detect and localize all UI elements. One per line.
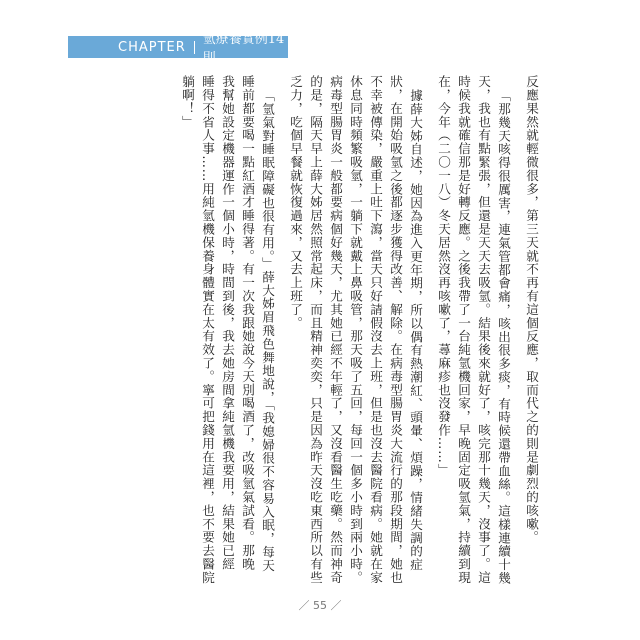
text-column: 在，今年（二〇一八）冬天居然沒再咳嗽了，蕁麻疹也沒發作……」 [436, 75, 451, 477]
chapter-label: CHAPTER [118, 39, 186, 55]
text-column: 「氫氣對睡眠障礙也很有用。」薛大姊眉飛色舞地說，「我媳婦很不容易入眠，每天 [260, 89, 275, 573]
text-column: 乏力，吃個早餐就恢復過來，又去上班了。 [288, 75, 303, 330]
text-column: 病毒型腸胃炎一般都要病個好幾天，尤其她已經不年輕了，又沒看醫生吃藥。然而神奇 [328, 75, 343, 585]
text-column: 天，我也有點緊張，但還是天天去吸氫。結果後來就好了，咳完那十幾天，沒事了。這 [476, 75, 491, 585]
header-divider [194, 41, 195, 54]
text-column: 休息同時頻繁吸氫，一躺下就戴上鼻吸管，那天吸了五回，每回一個多小時到兩小時。 [348, 75, 363, 585]
text-column: 不幸被傳染，嚴重上吐下瀉，當天只好請假沒去上班，但是也沒去醫院看病。她就在家 [368, 75, 383, 585]
text-column: 狀，在開始吸氫之後都逐步獲得改善、解除。在病毒型腸胃炎大流行的那段期間，她也 [388, 75, 403, 585]
section-title: 氫療養實例14則 [202, 32, 285, 66]
text-column: 睡得不省人事……用純氫機保養身體實在太有效了。寧可把錢用在這裡，也不要去醫院 [200, 75, 215, 585]
text-column: 反應果然就輕微很多，第三天就不再有這個反應，取而代之的則是劇烈的咳嗽。 [524, 75, 539, 544]
chapter-header-bar [68, 32, 288, 66]
text-column: 躺啊！」 [180, 75, 195, 129]
text-column: 睡前都要喝一點紅酒才睡得著。有一次我跟她說今天別喝酒了，改吸氫氣試看。那晚 [240, 75, 255, 571]
text-column: 的是，隔天早上薛大姊居然照常起床，而且精神奕奕，只是因為昨天沒吃東西所以有些 [308, 75, 323, 585]
text-column: 時候我就確信那是好轉反應。之後我帶了一台純氫機回家，早晚固定吸氫氣，持續到現 [456, 75, 471, 585]
text-column: 「那幾天咳得很厲害，連氣管都會痛，咳出很多痰，有時候還帶血絲。這樣連續十幾 [496, 89, 511, 585]
text-column: 據薛大姊自述，她因為進入更年期，所以偶有熱潮紅、頭暈、煩躁，情緒失調的症 [408, 89, 423, 572]
text-column: 我幫她設定機器運作一個小時，時間到後，我去她房間拿純氫機我要用，結果她已經 [220, 75, 235, 571]
page-number: ／ 55 ／ [298, 599, 342, 612]
vertical-text-body [100, 75, 540, 585]
